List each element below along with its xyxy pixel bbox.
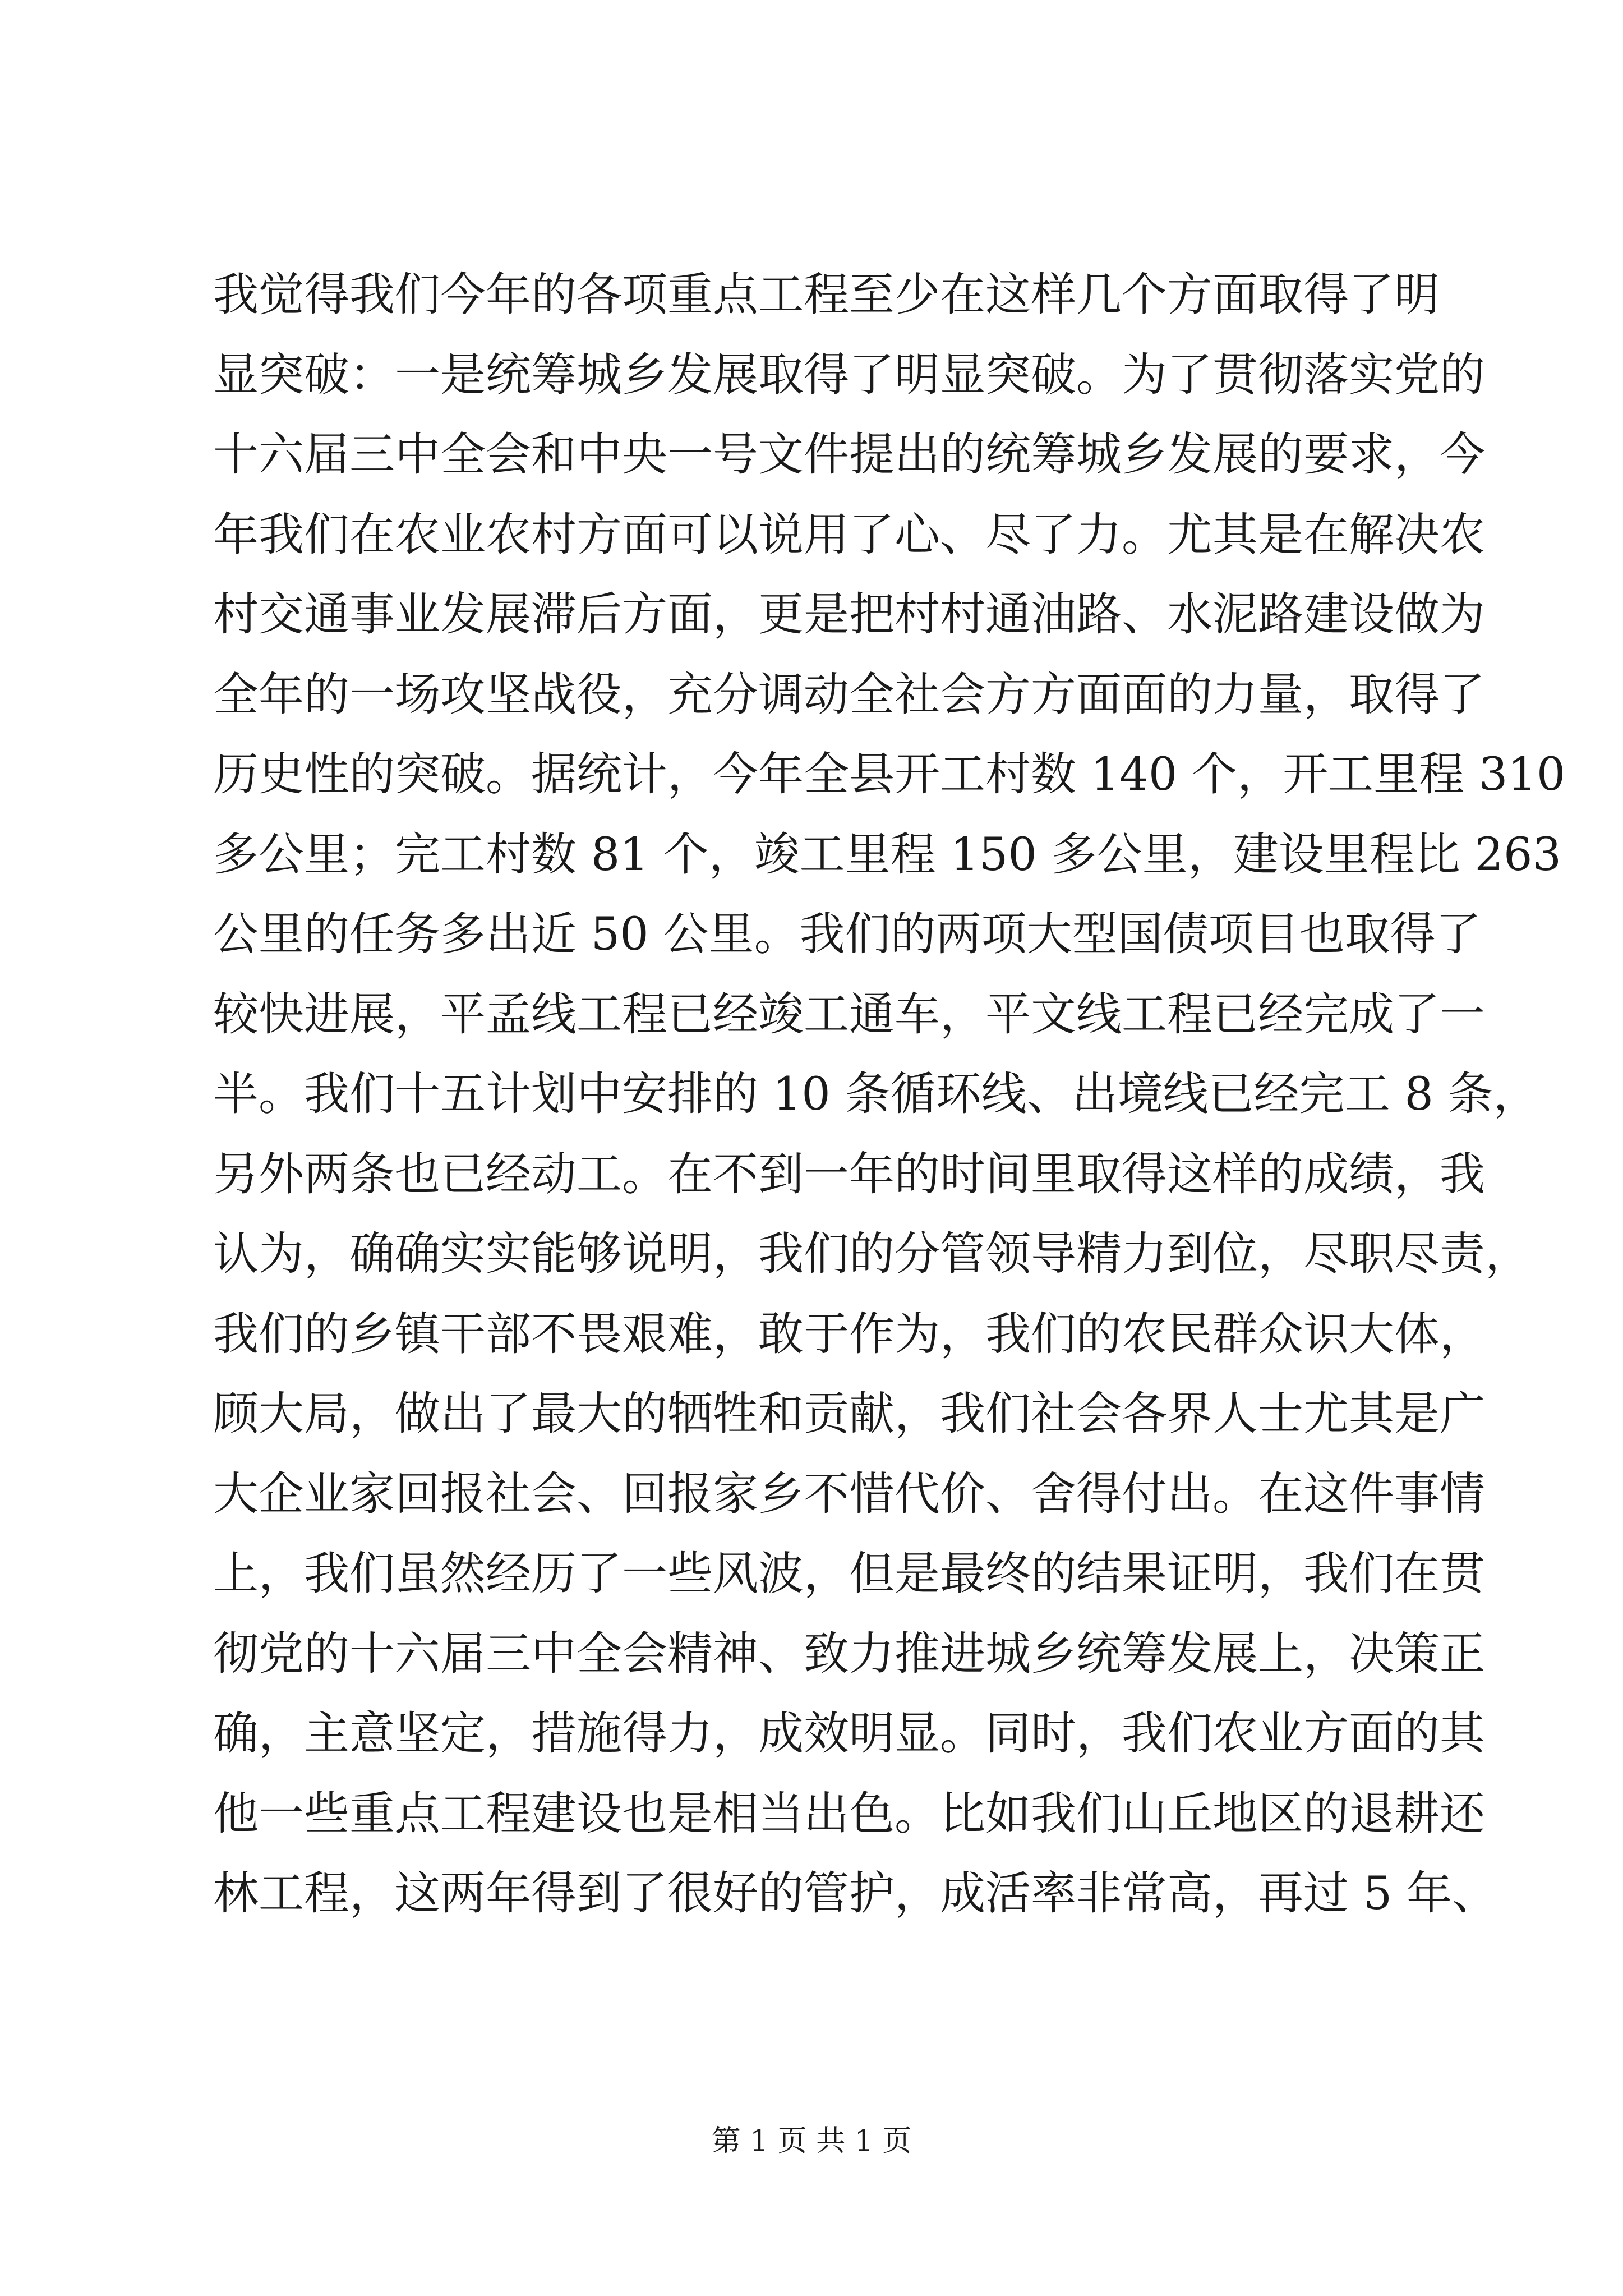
paragraph-line: 公里的任务多出近 50 公里。我们的两项大型国债项目也取得了 <box>213 908 1481 961</box>
paragraph-line: 十六届三中全会和中央一号文件提出的统筹城乡发展的要求，今 <box>213 429 1486 481</box>
paragraph-line: 显突破：一是统筹城乡发展取得了明显突破。为了贯彻落实党的 <box>213 348 1486 402</box>
paragraph-line: 半。我们十五计划中安排的 10 条循环线、出境线已经完工 8 条， <box>213 1068 1539 1121</box>
paragraph-line: 上，我们虽然经历了一些风波，但是最终的结果证明，我们在贯 <box>213 1548 1486 1600</box>
paragraph-line: 我们的乡镇干部不畏艰难，敢于作为，我们的农民群众识大体， <box>213 1308 1486 1361</box>
paragraph-line: 村交通事业发展滞后方面，更是把村村通油路、水泥路建设做为 <box>213 588 1486 641</box>
paragraph-line: 全年的一场攻坚战役，充分调动全社会方方面面的力量，取得了 <box>213 668 1486 721</box>
paragraph-line: 大企业家回报社会、回报家乡不惜代价、舍得付出。在这件事情 <box>213 1467 1486 1521</box>
paragraph-line: 我觉得我们今年的各项重点工程至少在这样几个方面取得了明 <box>213 269 1440 321</box>
paragraph-line: 较快进展，平孟线工程已经竣工通车，平文线工程已经完成了一 <box>213 988 1486 1041</box>
paragraph-line: 他一些重点工程建设也是相当出色。比如我们山丘地区的退耕还 <box>213 1787 1486 1841</box>
page-number-footer: 第 1 页 共 1 页 <box>711 2124 912 2158</box>
paragraph-line: 另外两条也已经动工。在不到一年的时间里取得这样的成绩，我 <box>213 1148 1486 1201</box>
document-body <box>213 255 1566 1934</box>
paragraph-line: 年我们在农业农村方面可以说用了心、尽了力。尤其是在解决农 <box>213 508 1486 562</box>
paragraph-line: 彻党的十六届三中全会精神、致力推进城乡统筹发展上，决策正 <box>213 1627 1486 1681</box>
paragraph-line: 历史性的突破。据统计，今年全县开工村数 140 个，开工里程 310 <box>213 748 1566 801</box>
paragraph-line: 多公里；完工村数 81 个，竣工里程 150 多公里，建设里程比 263 <box>213 828 1562 881</box>
paragraph-line: 林工程，这两年得到了很好的管护，成活率非常高，再过 5 年、 <box>213 1867 1498 1920</box>
paragraph-line: 确，主意坚定，措施得力，成效明显。同时，我们农业方面的其 <box>213 1708 1486 1760</box>
paragraph-line: 认为，确确实实能够说明，我们的分管领导精力到位，尽职尽责， <box>213 1228 1531 1281</box>
paragraph-line: 顾大局，做出了最大的牺牲和贡献，我们社会各界人士尤其是广 <box>213 1388 1486 1441</box>
